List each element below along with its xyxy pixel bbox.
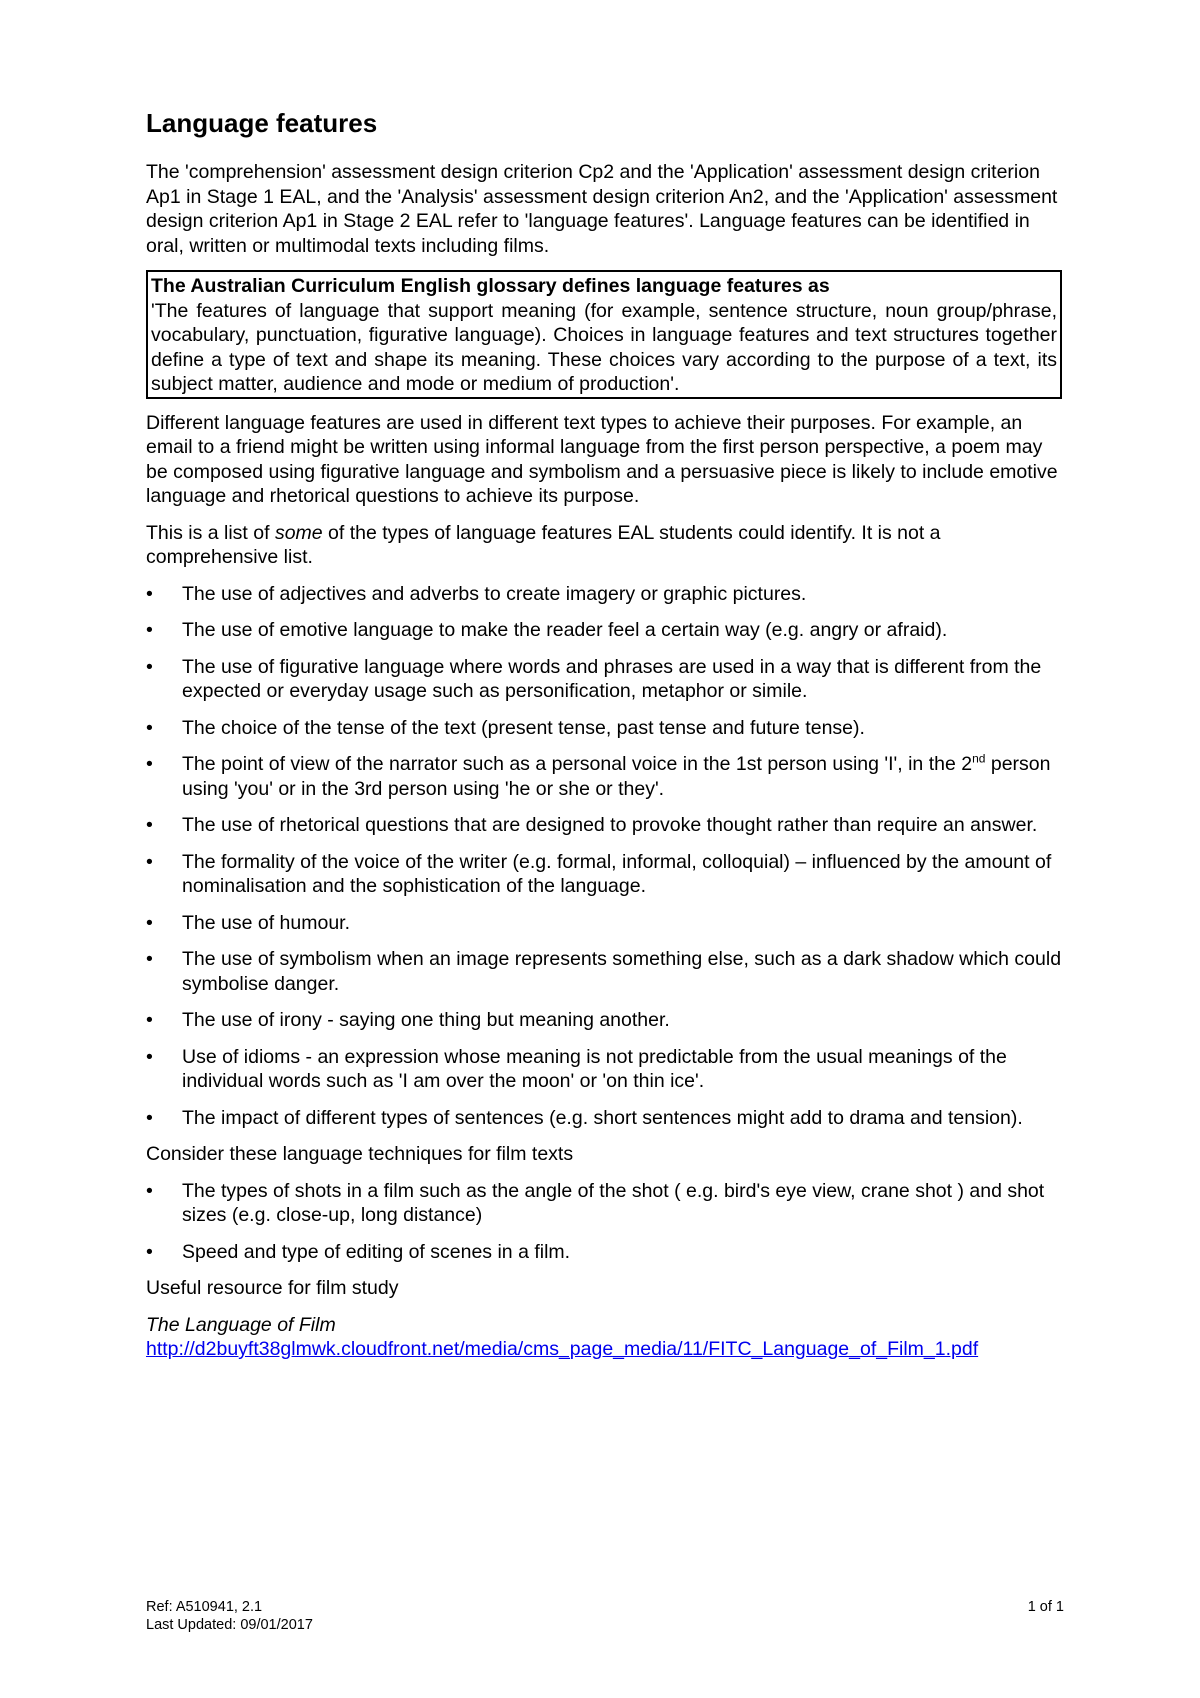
bullet-icon: • xyxy=(146,1240,153,1263)
bullet-icon: • xyxy=(146,814,153,836)
intro-paragraph: The 'comprehension' assessment design criterion Cp2 and the 'Application' assessment design criterion Ap1 in Stage 1 EAL, and the 'Analysis' assessment design criterion An2, and the 'Application' assessment design criterion Ap1 in Stage 2 EAL refer to 'language features'. Language features can be identified in oral, written or multimodal texts including films. xyxy=(146,161,1058,257)
bullet-icon: • xyxy=(146,582,153,605)
list-item-text: The formality of the voice of the writer (e.g. formal, informal, colloquial) – influenced by the amount of nominalisation and the sophistication of the language. xyxy=(182,850,1052,897)
list-item xyxy=(146,1008,1064,1033)
bullet-icon: • xyxy=(146,753,153,775)
film-techniques-list xyxy=(146,1179,1064,1265)
glossary-heading: The Australian Curriculum English glossary defines language features as xyxy=(151,275,830,297)
list-item xyxy=(146,752,1064,801)
list-item xyxy=(146,716,1064,741)
film-intro: Consider these language techniques for film texts xyxy=(146,1143,574,1165)
document-body xyxy=(146,160,1064,1374)
text-types-paragraph: Different language features are used in different text types to achieve their purposes. For example, an email to a friend might be written using informal language from the first person perspective, a poem may be composed using figurative language and symbolism and a persuasive piece is likely to include emotive language and rhetorical questions to achieve its purpose. xyxy=(146,411,1058,507)
glossary-box xyxy=(146,270,1062,399)
list-intro-before: This is a list of xyxy=(146,521,275,544)
resource-link[interactable]: http://d2buyft38glmwk.cloudfront.net/media/cms_page_media/11/FITC_Language_of_Film_1.pdf xyxy=(146,1338,979,1360)
bullet-icon: • xyxy=(146,619,153,641)
glossary-definition: 'The features of language that support meaning (for example, sentence structure, noun group/phrase, vocabulary, punctuation, figurative language). Choices in language features and text structures together define a type of text and shape its meaning. These choices vary according to the purpose of a text, its subject matter, audience and mode or medium of production'. xyxy=(151,299,1057,395)
footer-page-number: 1 of 1 xyxy=(1027,1599,1064,1615)
pov-text-after: person using 'you' or in the 3rd person using 'he or she or they'. xyxy=(182,753,1051,800)
list-intro-emphasis: some xyxy=(274,521,323,544)
list-item xyxy=(146,655,1064,704)
list-item-text: The use of symbolism when an image represents something else, such as a dark shadow which could symbolise danger. xyxy=(182,948,1062,995)
bullet-icon: • xyxy=(146,1106,153,1129)
list-intro-after: of the types of language features EAL students could identify. It is not a comprehensive list. xyxy=(146,521,941,568)
bullet-icon: • xyxy=(146,850,153,873)
bullet-icon: • xyxy=(146,948,153,970)
list-item xyxy=(146,582,1064,607)
list-item xyxy=(146,1045,1064,1094)
page-footer xyxy=(146,1598,1064,1634)
pov-text-before: The point of view of the narrator such as a personal voice in the 1st person using 'I', in the 2 xyxy=(182,753,973,775)
pov-superscript: nd xyxy=(972,751,986,766)
bullet-icon: • xyxy=(146,716,153,739)
bullet-icon: • xyxy=(146,1179,153,1202)
list-item-text: The use of rhetorical questions that are designed to provoke thought rather than require an answer. xyxy=(182,814,1038,836)
list-item xyxy=(146,911,1064,936)
list-item xyxy=(146,947,1064,996)
footer-ref: Ref: A510941, 2.1 xyxy=(146,1599,263,1615)
list-item-text: Speed and type of editing of scenes in a film. xyxy=(182,1240,571,1263)
list-item-text: The use of figurative language where words and phrases are used in a way that is different from the expected or everyday usage such as personification, metaphor or simile. xyxy=(182,655,1042,702)
list-item-text: The impact of different types of sentences (e.g. short sentences might add to drama and tension). xyxy=(182,1106,1023,1129)
bullet-icon: • xyxy=(146,655,153,678)
list-item xyxy=(146,850,1064,899)
list-item-text: The types of shots in a film such as the angle of the shot ( e.g. bird's eye view, crane shot ) and shot sizes (e.g. close-up, long distance) xyxy=(182,1179,1045,1226)
page-title: Language features xyxy=(146,108,378,138)
bullet-icon: • xyxy=(146,1045,153,1068)
list-item-text: The choice of the tense of the text (present tense, past tense and future tense). xyxy=(182,716,865,739)
list-item-text: The use of humour. xyxy=(182,911,351,934)
list-item-text: The use of emotive language to make the reader feel a certain way (e.g. angry or afraid). xyxy=(182,619,948,641)
list-item-text: The use of irony - saying one thing but meaning another. xyxy=(182,1009,670,1031)
list-item xyxy=(146,1106,1064,1131)
resource-label: Useful resource for film study xyxy=(146,1277,399,1299)
bullet-icon: • xyxy=(146,1009,153,1031)
resource-block xyxy=(146,1313,1064,1362)
bullet-icon: • xyxy=(146,911,153,934)
list-item xyxy=(146,1179,1064,1228)
footer-updated: Last Updated: 09/01/2017 xyxy=(146,1617,313,1633)
list-item xyxy=(146,813,1064,838)
resource-title: The Language of Film xyxy=(146,1313,336,1336)
list-item xyxy=(146,1240,1064,1265)
list-item xyxy=(146,618,1064,643)
language-features-list xyxy=(146,582,1064,1131)
list-item-text: Use of idioms - an expression whose meaning is not predictable from the usual meanings of the individual words such as 'I am over the moon' or 'on thin ice'. xyxy=(182,1045,1007,1092)
list-item-text: The use of adjectives and adverbs to create imagery or graphic pictures. xyxy=(182,582,807,605)
list-intro-paragraph xyxy=(146,521,1064,570)
